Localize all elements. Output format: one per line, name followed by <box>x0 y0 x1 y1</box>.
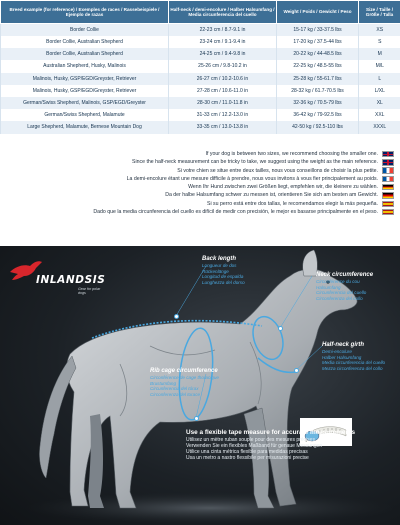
brand-tagline: Gear for polar dogs <box>78 287 101 295</box>
table-row <box>1 109 400 121</box>
size-cell: XXXL <box>359 121 400 133</box>
flag-es-icon <box>382 201 394 208</box>
half-neck-cell: 23-24 cm / 9.1-9.4 in <box>169 36 277 48</box>
table-header-row <box>1 1 400 24</box>
rib-cage-de: Brustumfang <box>150 380 177 386</box>
breed-cell: Malinois, Husky, GSP/EGD/Greyster, Retriever <box>1 85 169 97</box>
rib-cage-fr: Circonférence de cage thoracique <box>150 375 219 380</box>
table-row <box>1 121 400 133</box>
weight-cell: 25-28 kg / 55-61.7 lbs <box>277 73 359 85</box>
table-row <box>1 36 400 48</box>
note-line <box>0 150 400 158</box>
neck-title: Neck circumference <box>316 272 374 278</box>
note-line <box>0 183 400 191</box>
weight-cell: 32-36 kg / 70.5-79 lbs <box>277 97 359 109</box>
header-half-neck: Half-neck / demi-encolure / Halber Halsumfang / Media circunferencia del cuello <box>169 1 277 24</box>
weight-cell: 28-32 kg / 61.7-70.5 lbs <box>277 85 359 97</box>
half-neck-cell: 27-28 cm / 10.6-11.0 in <box>169 85 277 97</box>
neck-marker <box>278 326 283 331</box>
half-neck-marker <box>294 368 299 373</box>
back-length-es: Longitud de espalda <box>202 274 244 280</box>
tip-es: Utilice una cinta métrica flexible para medidas precisas <box>186 448 308 455</box>
callout-back-length <box>202 256 245 285</box>
breed-cell: Border Collie <box>1 24 169 37</box>
back-length-marker <box>174 314 179 319</box>
flag-es-icon <box>382 209 394 216</box>
flag-de-icon <box>382 192 394 199</box>
back-length-title: Back length <box>202 256 237 262</box>
breed-cell: Malinois, Husky, GSP/EGD/Greyster, Retriever <box>1 73 169 85</box>
flag-fr-icon <box>382 176 394 183</box>
measurement-illustration <box>0 246 400 525</box>
back-length-de: Rückenlänge <box>202 268 229 274</box>
flag-uk-icon <box>382 151 394 158</box>
breed-cell: Australian Shepherd, Husky, Malinois <box>1 60 169 72</box>
size-cell: XL <box>359 97 400 109</box>
weight-cell: 42-50 kg / 92.5-110 lbs <box>277 121 359 133</box>
half-neck-de: Halber Halsumfang <box>322 354 362 360</box>
half-neck-es: Media circunferencia del cuello <box>322 360 386 366</box>
rib-cage-it: Circonferenza del torace <box>150 391 201 397</box>
back-length-fr: Longueur de dos <box>202 263 237 268</box>
tip-it: Usa un metro a nastro flessibile per misurazioni precise <box>186 454 309 461</box>
neck-fr: Circonférence du cou <box>316 279 360 284</box>
note-line <box>0 208 400 216</box>
table-row <box>1 85 400 97</box>
size-chart <box>0 0 400 137</box>
size-cell: L <box>359 73 400 85</box>
tape-measure-tip <box>186 429 356 461</box>
note-line <box>0 158 400 166</box>
back-length-it: Lunghezza del dorso <box>202 279 245 285</box>
table-body <box>1 24 400 134</box>
note-text: Dado que la media circunferencia del cuello es difícil de medir con precisión, le mejor es basarse principalmente en el peso. <box>93 209 378 216</box>
neck-es: Circunferencia del cuello <box>316 290 367 296</box>
tip-de: Verwenden Sie ein flexibles Maßband für genaue Messungen <box>186 442 323 449</box>
note-text: Wenn Ihr Hund zwischen zwei Größen liegt, empfehlen wir, die kleinere zu wählen. <box>188 184 378 191</box>
size-cell: XS <box>359 24 400 37</box>
callout-half-neck <box>322 342 385 371</box>
callout-neck <box>316 272 373 301</box>
note-line <box>0 200 400 208</box>
brand-logo <box>8 258 106 295</box>
breed-cell: Border Collie, Australian Shepherd <box>1 36 169 48</box>
note-line <box>0 167 400 175</box>
note-text: Si su perro está entre dos tallas, le recomendamos elegir la más pequeña. <box>207 200 378 207</box>
note-line <box>0 191 400 199</box>
table-row <box>1 60 400 72</box>
neck-it: Circonferenza del collo <box>316 295 363 301</box>
weight-cell: 36-42 kg / 79-92.5 lbs <box>277 109 359 121</box>
weight-cell: 20-22 kg / 44-48.5 lbs <box>277 48 359 60</box>
rib-cage-title: Rib cage circumference <box>150 368 218 374</box>
neck-de: Halsumfang <box>316 284 341 290</box>
half-neck-it: Mezza circonferenza del collo <box>322 365 383 371</box>
half-neck-cell: 33-35 cm / 13.0-13.8 in <box>169 121 277 133</box>
table-row <box>1 97 400 109</box>
half-neck-cell: 25-26 cm / 9.8-10.2 in <box>169 60 277 72</box>
brand-name: INLANDSIS <box>36 274 106 286</box>
size-cell: L/XL <box>359 85 400 97</box>
table-row <box>1 24 400 37</box>
table-row <box>1 73 400 85</box>
half-neck-cell: 26-27 cm / 10.2-10.6 in <box>169 73 277 85</box>
header-weight: Weight / Poids / Gewicht / Peso <box>277 1 359 24</box>
flag-uk-icon <box>382 159 394 166</box>
half-neck-cell: 24-25 cm / 9.4-9.8 in <box>169 48 277 60</box>
callout-rib-cage <box>150 368 219 397</box>
breed-cell: Border Collie, Australian Shepherd <box>1 48 169 60</box>
rib-cage-es: Circunferencia del tórax <box>150 386 199 392</box>
flag-fr-icon <box>382 167 394 174</box>
size-notes <box>0 150 400 232</box>
note-text: If your dog is between two sizes, we recommend choosing the smaller one. <box>205 151 378 157</box>
header-breed: Breed example (for reference) / Exemples de races / Rassebeispiele / Ejemplo de razas <box>1 1 169 24</box>
half-neck-fr: Demi-encolure <box>322 349 352 354</box>
rib-cage-marker <box>194 416 199 421</box>
half-neck-cell: 31-33 cm / 12.2-13.0 in <box>169 109 277 121</box>
size-cell: XXL <box>359 109 400 121</box>
breed-cell: Large Shepherd, Malamute, Bernese Mountain Dog <box>1 121 169 133</box>
size-table <box>0 0 400 134</box>
note-line <box>0 175 400 183</box>
weight-cell: 15-17 kg / 33-37.5 lbs <box>277 24 359 37</box>
weight-cell: 17-20 kg / 37.5-44 lbs <box>277 36 359 48</box>
note-text: Si votre chien se situe entre deux tailles, nous vous conseillons de choisir la plus petite. <box>177 167 378 174</box>
weight-cell: 22-25 kg / 48.5-55 lbs <box>277 60 359 72</box>
note-text: La demi-encolure étant une mesure difficile à prendre, nous vous invitons à vous fier principalement au poids. <box>126 175 378 182</box>
size-cell: M <box>359 48 400 60</box>
breed-cell: German/Swiss Shepherd, Malamute <box>1 109 169 121</box>
table-row <box>1 48 400 60</box>
half-neck-title: Half-neck girth <box>322 342 365 348</box>
note-text: Since the half-neck measurement can be tricky to take, we suggest using the weight as the main reference. <box>132 159 378 166</box>
header-size: Size / Taille / Größe / Talla <box>359 1 400 24</box>
half-neck-cell: 28-30 cm / 11.0-11.8 in <box>169 97 277 109</box>
size-cell: S <box>359 36 400 48</box>
flag-de-icon <box>382 184 394 191</box>
half-neck-cell: 22-23 cm / 8.7-9.1 in <box>169 24 277 37</box>
note-text: Da der halbe Halsumfang schwer zu messen ist, orientieren Sie sich am besten am Gewicht. <box>165 192 378 199</box>
breed-cell: German/Swiss Shepherd, Malinois, GSP/EGD/Greyster <box>1 97 169 109</box>
tip-title: Use a flexible tape measure for accurate measurements <box>186 429 356 436</box>
size-cell: M/L <box>359 60 400 72</box>
tip-fr: Utilisez un mètre ruban souple pour des mesures précises <box>186 436 315 443</box>
